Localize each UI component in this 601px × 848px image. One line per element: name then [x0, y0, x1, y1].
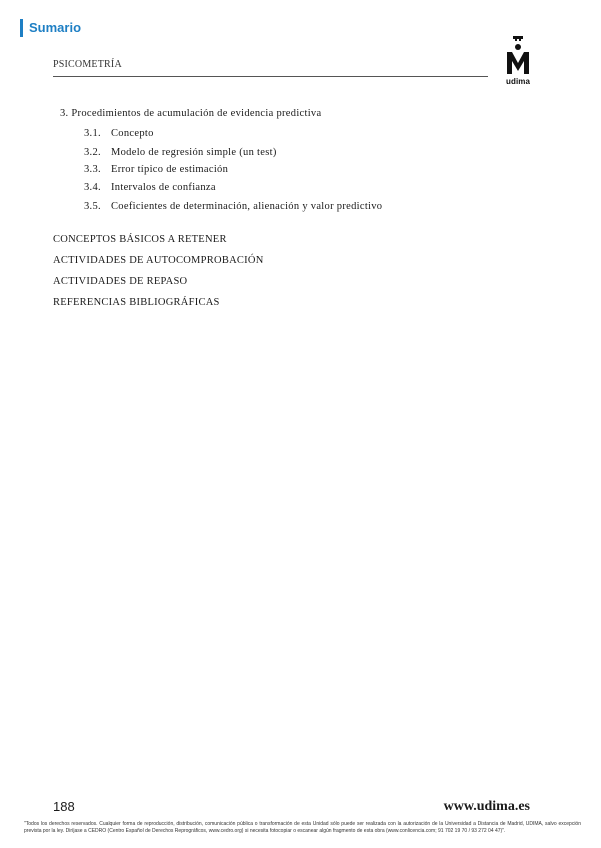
legal-notice: "Todos los derechos reservados. Cualquier forma de reproducción, distribución, comunicación pública o transformación de esta Unidad sólo puede ser realizada con la autorización de la Universidad a Distancia de Madrid, UDIMA, salvo excepción prevista por la ley. Diríjase a CEDRO (Centro Español de Derechos Reprográficos, www.cedro.org) si necesita fotocopiar o escanear algún fragmento de esta obra (www.conlicencia.com; 91 702 19 70 / 93 272 04 47)". [24, 821, 581, 834]
udima-logo [503, 36, 533, 90]
toc-item[interactable] [84, 164, 228, 175]
toc-item-number: 3.4. [84, 182, 101, 193]
toc-item-label: Coeficientes de determinación, alienación y valor predictivo [111, 201, 383, 212]
section-link-referencias[interactable]: REFERENCIAS BIBLIOGRÁFICAS [53, 297, 220, 308]
toc-item-label: Error típico de estimación [111, 164, 229, 175]
website-link[interactable]: www.udima.es [443, 799, 530, 814]
sumario-accent-bar [20, 19, 23, 37]
header-divider [53, 76, 488, 77]
toc-item[interactable] [84, 201, 382, 212]
logo-wordmark: udima [505, 77, 531, 86]
page-number: 188 [53, 799, 75, 814]
toc-main-label: Procedimientos de acumulación de evidencia predictiva [71, 108, 322, 119]
toc-item-label: Modelo de regresión simple (un test) [111, 147, 277, 158]
section-link-autocomprobacion[interactable]: ACTIVIDADES DE AUTOCOMPROBACIÓN [53, 255, 264, 266]
toc-main-entry[interactable] [60, 108, 321, 119]
udima-crest-icon [503, 36, 533, 76]
toc-item-number: 3.1. [84, 128, 101, 139]
toc-item-number: 3.2. [84, 147, 101, 158]
section-link-conceptos[interactable]: CONCEPTOS BÁSICOS A RETENER [53, 234, 227, 245]
sumario-link[interactable]: Sumario [29, 20, 82, 35]
toc-item[interactable] [84, 128, 154, 139]
toc-item[interactable] [84, 147, 277, 158]
header-title: PSICOMETRÍA [53, 59, 122, 70]
toc-item[interactable] [84, 182, 216, 193]
toc-main-number: 3. [60, 108, 69, 119]
toc-item-label: Concepto [111, 128, 154, 139]
toc-item-number: 3.5. [84, 201, 101, 212]
toc-item-number: 3.3. [84, 164, 101, 175]
toc-item-label: Intervalos de confianza [111, 182, 216, 193]
section-link-repaso[interactable]: ACTIVIDADES DE REPASO [53, 276, 188, 287]
